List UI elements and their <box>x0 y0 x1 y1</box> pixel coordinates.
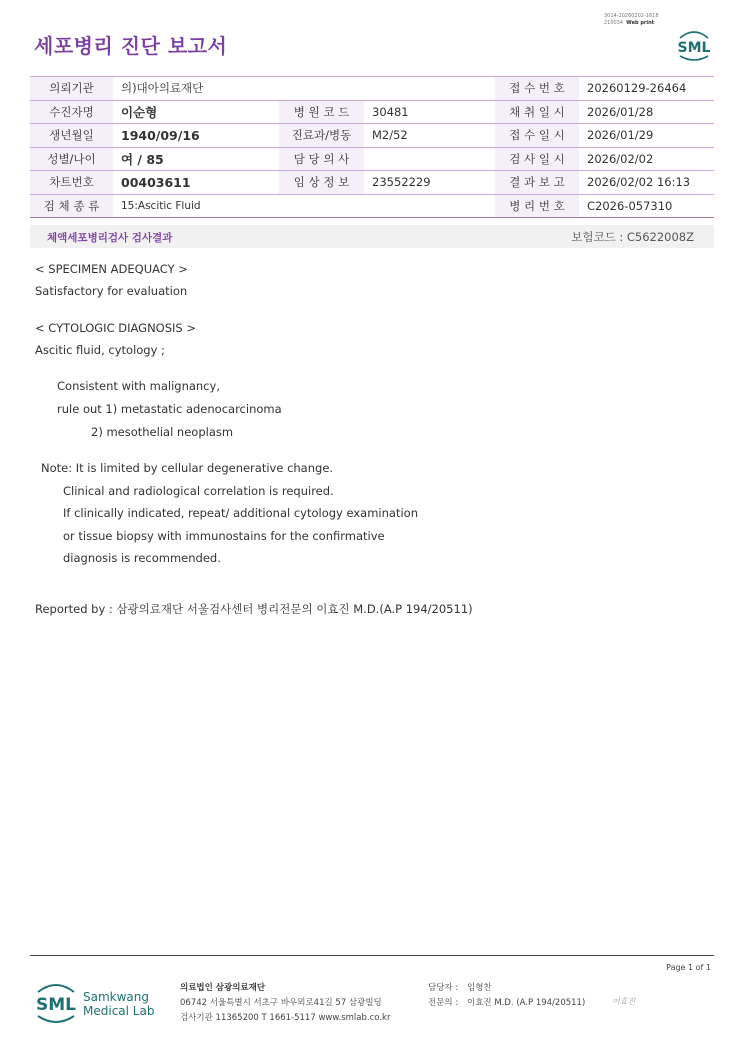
brand-line2: Medical Lab <box>83 1004 155 1018</box>
value-pathology-number: C2026-057310 <box>579 194 714 218</box>
label-receipt-number: 접 수 번 호 <box>495 77 579 101</box>
patient-info-table <box>30 76 714 218</box>
value-physician <box>364 147 495 171</box>
value-collection-date: 2026/01/28 <box>579 100 714 124</box>
label-test-date: 검 사 일 시 <box>495 147 579 171</box>
result-section-title: 체액세포병리검사 검사결과 <box>47 232 173 244</box>
logo-bottom-text: SML <box>36 995 76 1015</box>
page-number: Page 1 of 1 <box>666 963 711 972</box>
samkwang-logo <box>36 980 166 1026</box>
label-hospital-code: 병 원 코 드 <box>279 100 364 124</box>
report-title: 세포병리 진단 보고서 <box>34 34 228 58</box>
signature: 이효진 <box>612 997 636 1006</box>
label-department-ward: 진료과/병동 <box>279 124 364 148</box>
label-clinical-info: 임 상 정 보 <box>279 171 364 195</box>
diagnosis-line: 2) mesothelial neoplasm <box>91 425 234 439</box>
footer-address: 06742 서울특별시 서초구 바우뫼로41길 57 삼광빌딩 <box>180 998 382 1008</box>
print-id-line2 <box>604 20 659 27</box>
diagnosis-line: rule out 1) metastatic adenocarcinoma <box>57 402 282 416</box>
value-patient-name: 이순형 <box>113 100 279 124</box>
diagnosis-line: Consistent with malignancy, <box>57 379 220 393</box>
value-hospital-code: 30481 <box>364 100 495 124</box>
brand-line1: Samkwang <box>83 990 149 1004</box>
info-row <box>30 194 714 218</box>
reported-by: Reported by : 삼광의료재단 서울검사센터 병리전문의 이효진 M.D.(A.P 194/20511) <box>35 602 473 616</box>
staff-name: 임형찬 <box>467 983 492 993</box>
specialist-label: 전문의 : <box>428 998 459 1008</box>
value-receipt-date: 2026/01/29 <box>579 124 714 148</box>
label-chart-number: 차트번호 <box>30 171 113 195</box>
staff-label: 담당자 : <box>428 983 459 993</box>
label-specimen-type: 검 체 종 류 <box>30 194 113 218</box>
info-row <box>30 77 714 101</box>
value-test-date: 2026/02/02 <box>579 147 714 171</box>
print-id-label: Web print <box>626 20 655 26</box>
value-receipt-number: 20260129-26464 <box>579 77 714 101</box>
diagnosis-header: < CYTOLOGIC DIAGNOSIS > <box>35 321 197 335</box>
label-result-report: 결 과 보 고 <box>495 171 579 195</box>
value-sex-age: 여 / 85 <box>113 147 279 171</box>
info-row <box>30 147 714 171</box>
note-line: diagnosis is recommended. <box>63 551 221 565</box>
print-id-code: 210034 <box>604 20 624 26</box>
empty-cell <box>279 77 364 101</box>
note-line: If clinically indicated, repeat/ additional cytology examination <box>63 506 418 520</box>
label-sex-age: 성별/나이 <box>30 147 113 171</box>
print-id-line1: 3014-20260202-1618 <box>604 13 659 19</box>
adequacy-text: Satisfactory for evaluation <box>35 284 188 298</box>
value-department-ward: M2/52 <box>364 124 495 148</box>
label-requesting-institution: 의뢰기관 <box>30 77 113 101</box>
label-pathology-number: 병 리 번 호 <box>495 194 579 218</box>
info-row <box>30 100 714 124</box>
empty-cell <box>364 194 495 218</box>
label-patient-name: 수진자명 <box>30 100 113 124</box>
empty-cell <box>364 77 495 101</box>
note-line: or tissue biopsy with immunostains for the confirmative <box>63 529 385 543</box>
note-line: Clinical and radiological correlation is required. <box>63 484 334 498</box>
footer-contact: 검사기관 11365200 T 1661-5117 www.smlab.co.kr <box>180 1013 391 1023</box>
info-row <box>30 171 714 195</box>
diagnosis-line: Ascitic fluid, cytology ; <box>35 343 165 357</box>
print-id <box>604 13 659 27</box>
value-requesting-institution: 의)대아의료재단 <box>113 77 279 101</box>
value-specimen-type: 15:Ascitic Fluid <box>113 194 279 218</box>
insurance-code: 보험코드 : C5622008Z <box>571 230 694 244</box>
result-section-header <box>30 225 714 248</box>
label-receipt-date: 접 수 일 시 <box>495 124 579 148</box>
footer-divider <box>30 955 714 956</box>
label-collection-date: 채 취 일 시 <box>495 100 579 124</box>
specialist-name: 이효진 M.D. (A.P 194/20511) <box>467 998 586 1008</box>
adequacy-header: < SPECIMEN ADEQUACY > <box>35 262 188 276</box>
logo-top-text: SML <box>677 40 711 56</box>
label-physician: 담 당 의 사 <box>279 147 364 171</box>
value-clinical-info: 23552229 <box>364 171 495 195</box>
value-result-report: 2026/02/02 16:13 <box>579 171 714 195</box>
footer-org-name: 의료법인 삼광의료재단 <box>180 983 266 993</box>
value-birth-date: 1940/09/16 <box>113 124 279 148</box>
note-line: Note: It is limited by cellular degenerative change. <box>41 461 334 475</box>
empty-cell <box>279 194 364 218</box>
value-chart-number: 00403611 <box>113 171 279 195</box>
label-birth-date: 생년월일 <box>30 124 113 148</box>
sml-logo-top <box>674 26 714 62</box>
info-row <box>30 124 714 148</box>
